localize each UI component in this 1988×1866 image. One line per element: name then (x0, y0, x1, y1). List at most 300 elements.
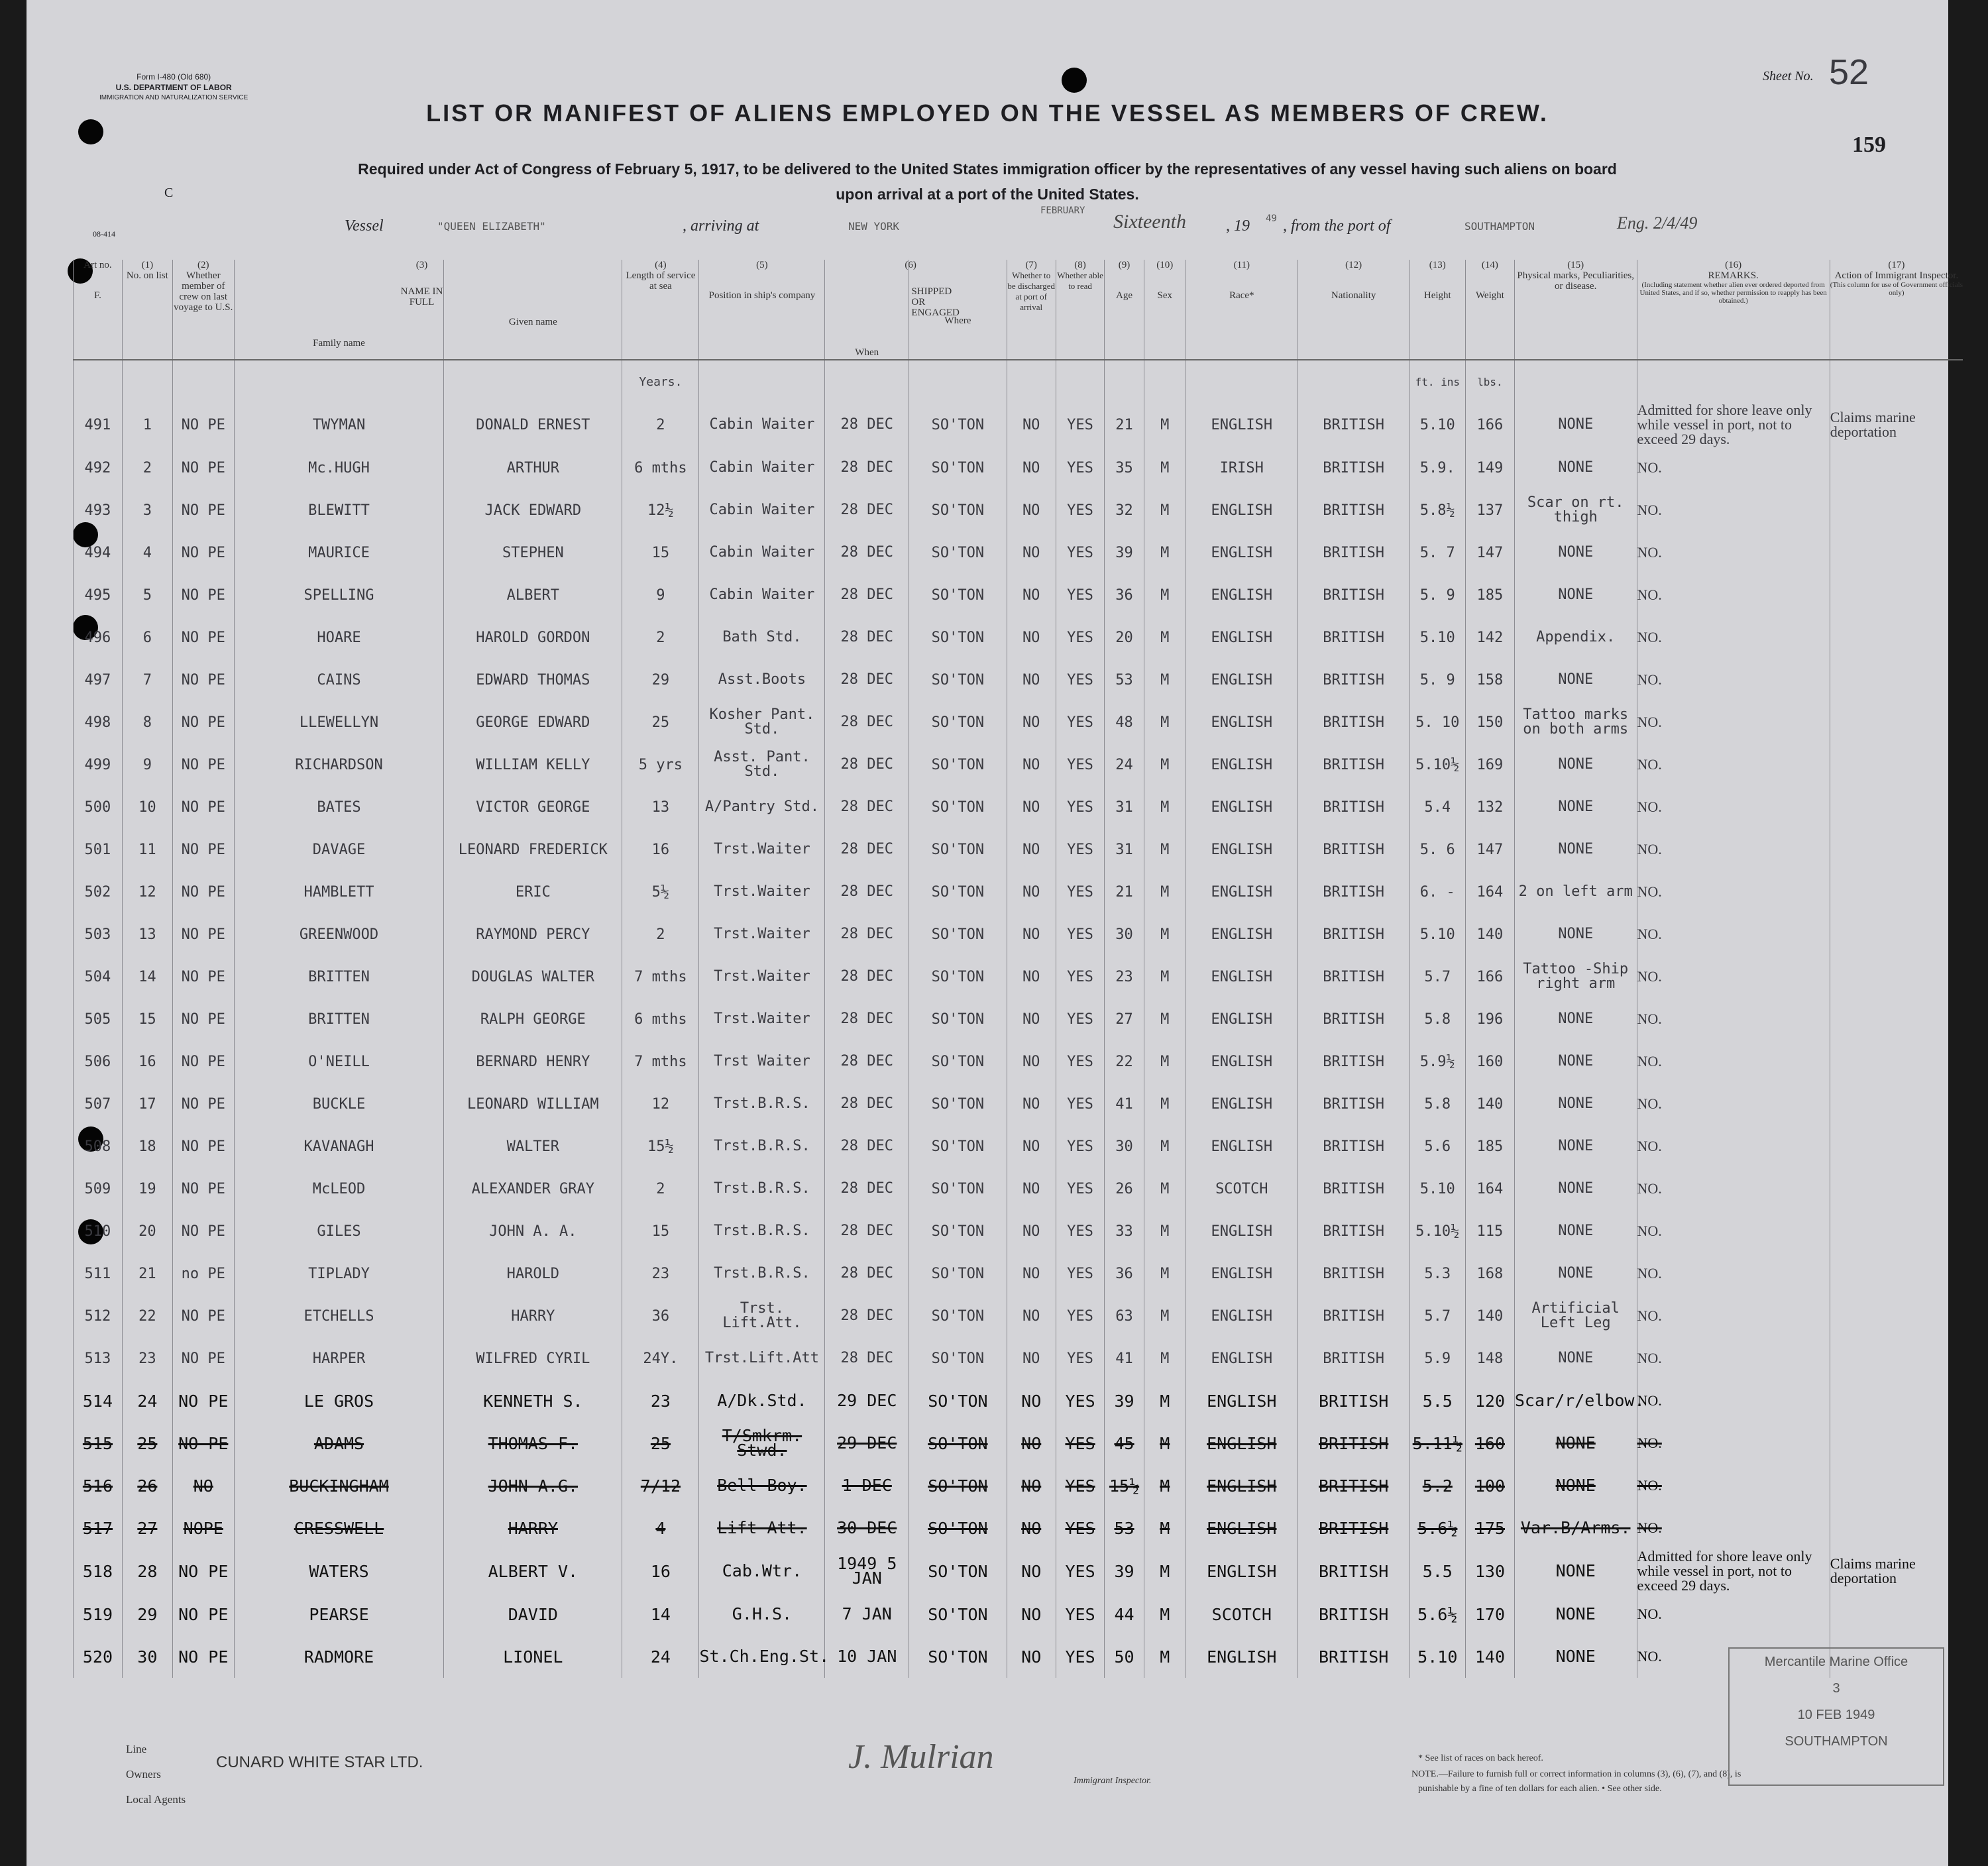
cell-art-number: 494 (74, 531, 123, 574)
cell-weight: 120 (1466, 1380, 1515, 1422)
table-row (74, 1507, 1963, 1549)
cell-list-number: 8 (122, 701, 172, 743)
cell-sex: M (1144, 489, 1186, 531)
cell-nationality: BRITISH (1298, 616, 1409, 659)
cell-able-to-read: YES (1056, 616, 1105, 659)
cell-list-number: 29 (122, 1593, 172, 1635)
cell-family-name: TIPLADY (234, 1252, 444, 1295)
col-physical-marks: (15) Physical marks, Peculiarities, or disease. (1514, 260, 1637, 360)
cell-crew-last-voyage: NO PE (172, 403, 234, 447)
cell-family-name: HOARE (234, 616, 444, 659)
cell-able-to-read: YES (1056, 1210, 1105, 1252)
vessel-name: "QUEEN ELIZABETH" (437, 220, 546, 233)
cell-inspector-action (1830, 913, 1963, 956)
table-row (74, 531, 1963, 574)
cell-length-of-service: 5 yrs (622, 743, 699, 786)
cell-able-to-read: YES (1056, 1083, 1105, 1125)
cell-weight: 140 (1466, 1635, 1515, 1678)
cell-position: Cabin Waiter (699, 531, 825, 574)
cell-art-number: 508 (74, 1125, 123, 1168)
cell-position: Trst.Waiter (699, 998, 825, 1040)
owners-value: CUNARD WHITE STAR LTD. (216, 1753, 423, 1771)
cell-height: 5. 7 (1409, 531, 1465, 574)
cell-physical-marks: NONE (1514, 1593, 1637, 1635)
cell-crew-last-voyage: NO (172, 1464, 234, 1507)
cell-shipped-when: 1 DEC (825, 1464, 909, 1507)
table-row (74, 574, 1963, 616)
cell-shipped-when: 28 DEC (825, 871, 909, 913)
cell-height: 5.10½ (1409, 743, 1465, 786)
cell-height: 5.10 (1409, 913, 1465, 956)
cell-sex: M (1144, 871, 1186, 913)
cell-shipped-when: 28 DEC (825, 1168, 909, 1210)
cell-shipped-where: SO'TON (909, 701, 1007, 743)
cell-nationality: BRITISH (1298, 1337, 1409, 1380)
cell-weight: 168 (1466, 1252, 1515, 1295)
cell-shipped-when: 29 DEC (825, 1422, 909, 1464)
cell-sex: M (1144, 447, 1186, 489)
cell-weight: 137 (1466, 489, 1515, 531)
cell-length-of-service: 9 (622, 574, 699, 616)
cell-inspector-action (1830, 1168, 1963, 1210)
cell-shipped-when: 28 DEC (825, 489, 909, 531)
cell-height: 5.7 (1409, 1295, 1465, 1337)
cell-art-number: 519 (74, 1593, 123, 1635)
cell-position: Trst.Waiter (699, 913, 825, 956)
cell-crew-last-voyage: NO PE (172, 1125, 234, 1168)
cell-length-of-service: 15 (622, 1210, 699, 1252)
cell-art-number: 496 (74, 616, 123, 659)
cell-shipped-where: SO'TON (909, 1464, 1007, 1507)
cell-length-of-service: 25 (622, 701, 699, 743)
cell-physical-marks: NONE (1514, 828, 1637, 871)
cell-physical-marks: NONE (1514, 574, 1637, 616)
cell-family-name: LLEWELLYN (234, 701, 444, 743)
cell-art-number: 515 (74, 1422, 123, 1464)
cell-age: 31 (1105, 828, 1144, 871)
cell-art-number: 518 (74, 1549, 123, 1593)
cell-remarks: NO. (1637, 828, 1830, 871)
cell-shipped-when: 28 DEC (825, 701, 909, 743)
cell-age: 35 (1105, 447, 1144, 489)
cell-discharged: NO (1007, 828, 1056, 871)
cell-nationality: BRITISH (1298, 1125, 1409, 1168)
cell-family-name: ETCHELLS (234, 1295, 444, 1337)
cell-family-name: MAURICE (234, 531, 444, 574)
table-row (74, 1168, 1963, 1210)
cell-race: ENGLISH (1186, 1464, 1298, 1507)
cell-age: 50 (1105, 1635, 1144, 1678)
cell-length-of-service: 6 mths (622, 447, 699, 489)
cell-inspector-action (1830, 1252, 1963, 1295)
cell-nationality: BRITISH (1298, 1083, 1409, 1125)
cell-given-name: THOMAS F. (444, 1422, 622, 1464)
cell-shipped-where: SO'TON (909, 743, 1007, 786)
cell-inspector-action (1830, 531, 1963, 574)
cell-position: Trst.Lift.Att (699, 1337, 825, 1380)
cell-shipped-where: SO'TON (909, 1422, 1007, 1464)
cell-sex: M (1144, 616, 1186, 659)
cell-position: Asst.Boots (699, 659, 825, 701)
cell-nationality: BRITISH (1298, 447, 1409, 489)
cell-shipped-where: SO'TON (909, 1337, 1007, 1380)
cell-position: Cabin Waiter (699, 489, 825, 531)
cell-sex: M (1144, 1083, 1186, 1125)
cell-position: Cabin Waiter (699, 403, 825, 447)
cell-height: 5. 9 (1409, 574, 1465, 616)
cell-age: 26 (1105, 1168, 1144, 1210)
month: FEBRUARY (1040, 205, 1085, 216)
cell-race: ENGLISH (1186, 743, 1298, 786)
cell-able-to-read: YES (1056, 913, 1105, 956)
table-row (74, 659, 1963, 701)
cell-shipped-where: SO'TON (909, 1549, 1007, 1593)
cell-able-to-read: YES (1056, 956, 1105, 998)
cell-age: 36 (1105, 1252, 1144, 1295)
cell-shipped-when: 28 DEC (825, 1125, 909, 1168)
cell-sex: M (1144, 403, 1186, 447)
cell-art-number: 517 (74, 1507, 123, 1549)
cell-inspector-action (1830, 616, 1963, 659)
cell-discharged: NO (1007, 1125, 1056, 1168)
cell-able-to-read: YES (1056, 786, 1105, 828)
cell-inspector-action (1830, 1295, 1963, 1337)
cell-discharged: NO (1007, 1210, 1056, 1252)
cell-given-name: ALEXANDER GRAY (444, 1168, 622, 1210)
note-races: * See list of races on back hereof. (1418, 1753, 1543, 1763)
cell-physical-marks: NONE (1514, 1210, 1637, 1252)
cell-length-of-service: 2 (622, 913, 699, 956)
cell-nationality: BRITISH (1298, 786, 1409, 828)
cell-race: ENGLISH (1186, 1422, 1298, 1464)
cell-race: ENGLISH (1186, 828, 1298, 871)
cell-crew-last-voyage: NO PE (172, 1635, 234, 1678)
line-label: Line (126, 1743, 147, 1755)
cell-position: Trst.B.R.S. (699, 1083, 825, 1125)
cell-height: 5.10 (1409, 616, 1465, 659)
cell-remarks: Admitted for shore leave only while vessel in port, not to exceed 29 days. (1637, 403, 1830, 447)
year: 49 (1266, 213, 1277, 224)
cell-crew-last-voyage: NO PE (172, 1083, 234, 1125)
cell-art-number: 503 (74, 913, 123, 956)
cell-height: 5.3 (1409, 1252, 1465, 1295)
cell-able-to-read: YES (1056, 1635, 1105, 1678)
cell-race: ENGLISH (1186, 786, 1298, 828)
cell-height: 5. 9 (1409, 659, 1465, 701)
cell-list-number: 17 (122, 1083, 172, 1125)
cell-sex: M (1144, 1422, 1186, 1464)
cell-given-name: ERIC (444, 871, 622, 913)
table-row (74, 828, 1963, 871)
cell-race: SCOTCH (1186, 1593, 1298, 1635)
cell-able-to-read: YES (1056, 447, 1105, 489)
cell-sex: M (1144, 828, 1186, 871)
cell-crew-last-voyage: no PE (172, 1252, 234, 1295)
col-shipped-where: Where (909, 260, 1007, 360)
cell-nationality: BRITISH (1298, 659, 1409, 701)
stamp-line-2: 3 (1832, 1681, 1840, 1696)
page-title: LIST OR MANIFEST OF ALIENS EMPLOYED ON THE VESSEL AS MEMBERS OF CREW. (426, 99, 1549, 127)
cell-given-name: DOUGLAS WALTER (444, 956, 622, 998)
cell-given-name: STEPHEN (444, 531, 622, 574)
cell-inspector-action (1830, 828, 1963, 871)
cell-race: ENGLISH (1186, 913, 1298, 956)
cell-physical-marks: NONE (1514, 1422, 1637, 1464)
cell-nationality: BRITISH (1298, 1635, 1409, 1678)
cell-nationality: BRITISH (1298, 828, 1409, 871)
cell-sex: M (1144, 1593, 1186, 1635)
cell-height: 5.9 (1409, 1337, 1465, 1380)
mercantile-marine-stamp (1728, 1647, 1944, 1786)
cell-nationality: BRITISH (1298, 574, 1409, 616)
cell-list-number: 19 (122, 1168, 172, 1210)
vessel-label: Vessel (345, 217, 384, 235)
cell-remarks: NO. (1637, 1635, 1830, 1678)
cell-length-of-service: 2 (622, 1168, 699, 1210)
cell-art-number: 499 (74, 743, 123, 786)
cell-list-number: 27 (122, 1507, 172, 1549)
cell-shipped-when: 29 DEC (825, 1380, 909, 1422)
cell-weight: 140 (1466, 1083, 1515, 1125)
cell-length-of-service: 15½ (622, 1125, 699, 1168)
date-annotation: Eng. 2/4/49 (1617, 213, 1698, 233)
cell-given-name: WILLIAM KELLY (444, 743, 622, 786)
cell-given-name: JACK EDWARD (444, 489, 622, 531)
from-label: , from the port of (1283, 217, 1391, 235)
table-row (74, 1210, 1963, 1252)
cell-weight: 160 (1466, 1040, 1515, 1083)
cell-shipped-when: 28 DEC (825, 1040, 909, 1083)
col-art: Art no. F. (74, 260, 123, 360)
cell-crew-last-voyage: NO PE (172, 1422, 234, 1464)
form-number: Form I-480 (Old 680) (137, 72, 211, 82)
cell-age: 41 (1105, 1337, 1144, 1380)
cell-given-name: ALBERT V. (444, 1549, 622, 1593)
cell-discharged: NO (1007, 913, 1056, 956)
cell-length-of-service: 4 (622, 1507, 699, 1549)
cell-weight: 140 (1466, 1295, 1515, 1337)
cell-position: A/Pantry Std. (699, 786, 825, 828)
cell-family-name: DAVAGE (234, 828, 444, 871)
cell-sex: M (1144, 1380, 1186, 1422)
cell-length-of-service: 6 mths (622, 998, 699, 1040)
cell-position: G.H.S. (699, 1593, 825, 1635)
cell-discharged: NO (1007, 1040, 1056, 1083)
cell-weight: 158 (1466, 659, 1515, 701)
cell-height: 5.6 (1409, 1125, 1465, 1168)
col-sex: (10) Sex (1144, 260, 1186, 360)
cell-discharged: NO (1007, 743, 1056, 786)
cell-race: ENGLISH (1186, 701, 1298, 743)
cell-position: Trst.B.R.S. (699, 1125, 825, 1168)
cell-crew-last-voyage: NO PE (172, 871, 234, 913)
cell-shipped-when: 7 JAN (825, 1593, 909, 1635)
cell-discharged: NO (1007, 447, 1056, 489)
cell-race: ENGLISH (1186, 489, 1298, 531)
cell-age: 21 (1105, 871, 1144, 913)
cell-family-name: GREENWOOD (234, 913, 444, 956)
cell-height: 5.9. (1409, 447, 1465, 489)
cell-nationality: BRITISH (1298, 1168, 1409, 1210)
cell-art-number: 500 (74, 786, 123, 828)
cell-able-to-read: YES (1056, 1125, 1105, 1168)
cell-physical-marks: 2 on left arm (1514, 871, 1637, 913)
cell-weight: 149 (1466, 447, 1515, 489)
cell-remarks: NO. (1637, 1168, 1830, 1210)
cell-shipped-where: SO'TON (909, 531, 1007, 574)
cell-age: 30 (1105, 913, 1144, 956)
cell-family-name: RADMORE (234, 1635, 444, 1678)
cell-shipped-when: 10 JAN (825, 1635, 909, 1678)
cell-discharged: NO (1007, 1337, 1056, 1380)
cell-weight: 115 (1466, 1210, 1515, 1252)
cell-sex: M (1144, 956, 1186, 998)
cell-inspector-action (1830, 1083, 1963, 1125)
cell-discharged: NO (1007, 1168, 1056, 1210)
cell-inspector-action (1830, 1040, 1963, 1083)
cell-discharged: NO (1007, 403, 1056, 447)
cell-physical-marks: NONE (1514, 659, 1637, 701)
cell-remarks: NO. (1637, 616, 1830, 659)
cell-length-of-service: 16 (622, 1549, 699, 1593)
cell-able-to-read: YES (1056, 1337, 1105, 1380)
cell-discharged: NO (1007, 489, 1056, 531)
cell-art-number: 493 (74, 489, 123, 531)
cell-shipped-where: SO'TON (909, 1507, 1007, 1549)
cell-remarks: NO. (1637, 531, 1830, 574)
cell-position: St.Ch.Eng.St. (699, 1635, 825, 1678)
cell-discharged: NO (1007, 659, 1056, 701)
cell-position: Bath Std. (699, 616, 825, 659)
cell-race: ENGLISH (1186, 1380, 1298, 1422)
cell-list-number: 22 (122, 1295, 172, 1337)
cell-family-name: ADAMS (234, 1422, 444, 1464)
cell-discharged: NO (1007, 1549, 1056, 1593)
cell-height: 5.4 (1409, 786, 1465, 828)
cell-physical-marks: NONE (1514, 531, 1637, 574)
cell-physical-marks: NONE (1514, 1635, 1637, 1678)
cell-given-name: JOHN A.G. (444, 1464, 622, 1507)
cell-race: ENGLISH (1186, 1040, 1298, 1083)
cell-inspector-action (1830, 956, 1963, 998)
cell-given-name: LIONEL (444, 1635, 622, 1678)
cell-family-name: TWYMAN (234, 403, 444, 447)
cell-discharged: NO (1007, 1295, 1056, 1337)
cell-race: ENGLISH (1186, 574, 1298, 616)
cell-crew-last-voyage: NO PE (172, 1337, 234, 1380)
day: Sixteenth (1113, 211, 1186, 233)
cell-inspector-action: Claims marine deportation (1830, 403, 1963, 447)
table-row (74, 1380, 1963, 1422)
cell-family-name: O'NEILL (234, 1040, 444, 1083)
cell-weight: 148 (1466, 1337, 1515, 1380)
cell-sex: M (1144, 1635, 1186, 1678)
cell-list-number: 14 (122, 956, 172, 998)
cell-length-of-service: 24 (622, 1635, 699, 1678)
cell-race: ENGLISH (1186, 1295, 1298, 1337)
cell-discharged: NO (1007, 1464, 1056, 1507)
cell-family-name: BUCKLE (234, 1083, 444, 1125)
cell-remarks: NO. (1637, 1337, 1830, 1380)
cell-nationality: BRITISH (1298, 701, 1409, 743)
cell-weight: 142 (1466, 616, 1515, 659)
cell-shipped-where: SO'TON (909, 998, 1007, 1040)
cell-remarks: NO. (1637, 574, 1830, 616)
cell-length-of-service: 23 (622, 1380, 699, 1422)
cell-shipped-where: SO'TON (909, 1210, 1007, 1252)
table-row (74, 1593, 1963, 1635)
cell-able-to-read: YES (1056, 1040, 1105, 1083)
table-row (74, 1295, 1963, 1337)
table-row (74, 616, 1963, 659)
cell-remarks: NO. (1637, 956, 1830, 998)
small-code: 08-414 (93, 229, 115, 239)
cell-age: 23 (1105, 956, 1144, 998)
cell-age: 33 (1105, 1210, 1144, 1252)
cell-length-of-service: 16 (622, 828, 699, 871)
stamp-line-4: SOUTHAMPTON (1785, 1734, 1888, 1749)
cell-position: Trst.B.R.S. (699, 1168, 825, 1210)
cell-given-name: BERNARD HENRY (444, 1040, 622, 1083)
cell-crew-last-voyage: NO PE (172, 998, 234, 1040)
cell-shipped-when: 28 DEC (825, 616, 909, 659)
cell-list-number: 25 (122, 1422, 172, 1464)
arriving-label: , arriving at (683, 217, 759, 235)
cell-shipped-when: 30 DEC (825, 1507, 909, 1549)
cell-able-to-read: YES (1056, 531, 1105, 574)
cell-sex: M (1144, 531, 1186, 574)
cell-inspector-action (1830, 1380, 1963, 1422)
cell-position: Cabin Waiter (699, 574, 825, 616)
cell-shipped-where: SO'TON (909, 828, 1007, 871)
cell-art-number: 514 (74, 1380, 123, 1422)
from-port: SOUTHAMPTON (1464, 220, 1535, 233)
cell-sex: M (1144, 659, 1186, 701)
sheet-label: Sheet No. (1763, 69, 1814, 83)
cell-shipped-where: SO'TON (909, 913, 1007, 956)
units-weight: lbs. (1466, 360, 1515, 403)
cell-weight: 164 (1466, 1168, 1515, 1210)
cell-remarks: NO. (1637, 871, 1830, 913)
cell-shipped-where: SO'TON (909, 956, 1007, 998)
cell-able-to-read: YES (1056, 1295, 1105, 1337)
cell-sex: M (1144, 1549, 1186, 1593)
cell-shipped-when: 28 DEC (825, 1210, 909, 1252)
cell-family-name: CRESSWELL (234, 1507, 444, 1549)
cell-race: ENGLISH (1186, 998, 1298, 1040)
cell-inspector-action (1830, 659, 1963, 701)
cell-nationality: BRITISH (1298, 1040, 1409, 1083)
cell-sex: M (1144, 743, 1186, 786)
cell-art-number: 510 (74, 1210, 123, 1252)
cell-discharged: NO (1007, 998, 1056, 1040)
cell-crew-last-voyage: NO PE (172, 616, 234, 659)
cell-able-to-read: YES (1056, 828, 1105, 871)
cell-inspector-action (1830, 489, 1963, 531)
cell-inspector-action (1830, 1337, 1963, 1380)
cell-position: Trst.B.R.S. (699, 1252, 825, 1295)
cell-sex: M (1144, 1464, 1186, 1507)
cell-nationality: BRITISH (1298, 743, 1409, 786)
cell-shipped-where: SO'TON (909, 1125, 1007, 1168)
cell-list-number: 24 (122, 1380, 172, 1422)
subtitle-line-2: upon arrival at a port of the United States. (836, 186, 1139, 203)
cell-height: 5.11½ (1409, 1422, 1465, 1464)
cell-crew-last-voyage: NO PE (172, 828, 234, 871)
cell-physical-marks: NONE (1514, 1464, 1637, 1507)
cell-list-number: 23 (122, 1337, 172, 1380)
cell-discharged: NO (1007, 1635, 1056, 1678)
